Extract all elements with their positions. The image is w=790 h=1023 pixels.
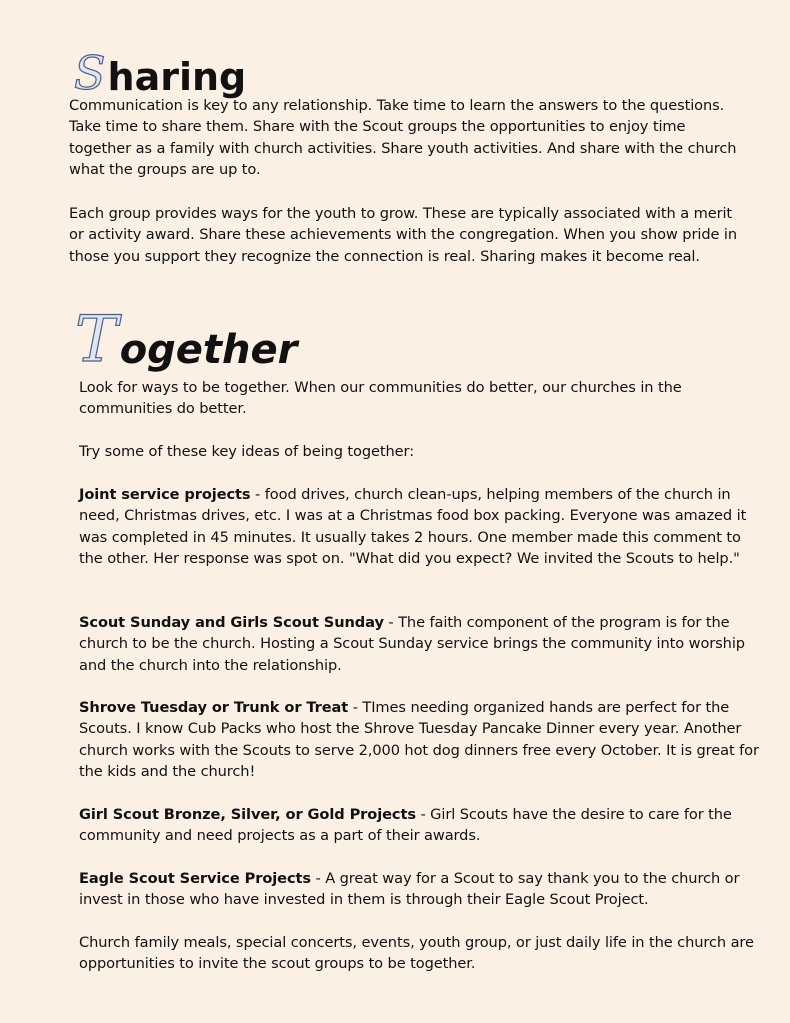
- together-closing: Church family meals, special concerts, events, youth group, or just daily life in the church are opportunities to invite the scout groups to be together.: [79, 934, 754, 973]
- idea-title: Joint service projects: [79, 486, 251, 503]
- together-drop-cap: T: [75, 303, 118, 377]
- together-intro: Look for ways to be together. When our communities do better, our churches in the communities do better.: [79, 379, 682, 418]
- idea-scout-sunday: [79, 612, 759, 676]
- sharing-paragraph-2: Each group provides ways for the youth to grow. These are typically associated with a merit or activity award. Share these achievements with the congregation. When you show pride in those you support they recognize the connection is real. Sharing makes it become real.: [69, 205, 738, 265]
- idea-title: Shrove Tuesday or Trunk or Treat: [79, 699, 349, 716]
- sharing-heading-text: haring: [107, 55, 247, 99]
- idea-title: Eagle Scout Service Projects: [79, 870, 311, 887]
- together-lead: Try some of these key ideas of being together:: [79, 443, 415, 460]
- sharing-paragraph-1: Communication is key to any relationship. Take time to learn the answers to the questions. Take time to share them. Share with the Scout groups the opportunities to enjoy time together as a family with church activities. Share youth activities. And share with the church what the groups are up to.: [69, 97, 737, 178]
- idea-text: - The faith component of the program is for the church to be the church. Hosting a Scout Sunday service brings the community into worship and the church into the relationship.: [79, 614, 745, 674]
- idea-joint-service: [79, 484, 759, 569]
- idea-eagle-scout: [79, 868, 759, 911]
- idea-text: - A great way for a Scout to say thank you to the church or invest in those who have invested in them is through their Eagle Scout Project.: [79, 870, 740, 909]
- together-heading-text: ogether: [119, 327, 298, 373]
- idea-text: - food drives, church clean-ups, helping members of the church in need, Christmas drives, etc. I was at a Christmas food box packing. Everyone was amazed it was completed in 45 minutes. It usually takes 2 hours. One member made this comment to the other. Her response was spot on. "What did you expect? We invited the Scouts to help.": [79, 486, 747, 567]
- idea-text: - Girl Scouts have the desire to care for the community and need projects as a part of their awards.: [79, 806, 732, 845]
- idea-title: Scout Sunday and Girls Scout Sunday: [79, 614, 384, 631]
- idea-text: - TImes needing organized hands are perfect for the Scouts. I know Cub Packs who host the Shrove Tuesday Pancake Dinner every year. Another church works with the Scouts to serve 2,000 hot dog dinners free every October. It is great for the kids and the church!: [79, 699, 759, 780]
- idea-shrove-tuesday: [79, 697, 759, 782]
- together-heading: [75, 303, 298, 377]
- sharing-heading: [74, 46, 247, 100]
- sharing-drop-cap: S: [74, 46, 106, 100]
- idea-girl-scout-projects: [79, 804, 759, 847]
- idea-title: Girl Scout Bronze, Silver, or Gold Projects: [79, 806, 416, 823]
